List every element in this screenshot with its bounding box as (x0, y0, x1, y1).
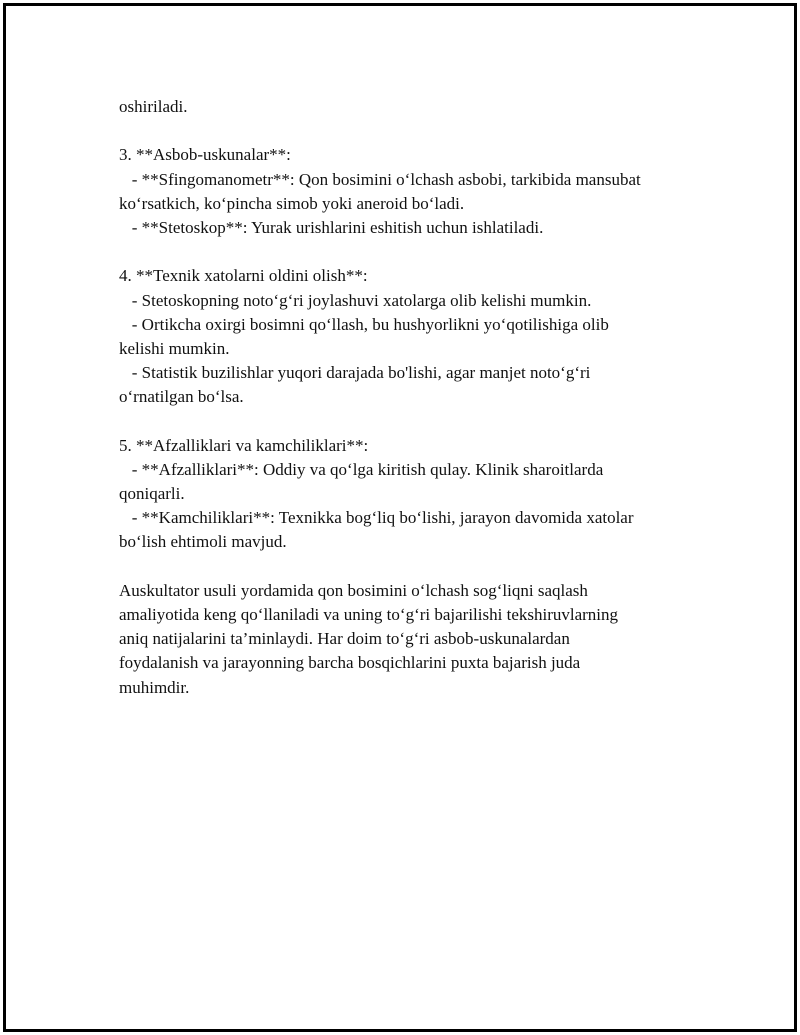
conclusion-line: muhimdir. (119, 677, 190, 697)
section-heading-texnik-xatolar: 4. **Texnik xatolarni oldini olish**: (119, 266, 368, 286)
conclusion-line: amaliyotida keng qo‘llaniladi va uning to‘g‘ri bajarilishi tekshiruvlarning (119, 604, 619, 624)
section-heading-asbob-uskunalar: 3. **Asbob-uskunalar**: (119, 145, 291, 165)
paragraph-gap (119, 240, 709, 264)
text-line: kelishi mumkin. (119, 338, 230, 358)
conclusion-line: Auskultator usuli yordamida qon bosimini o‘lchash sog‘liqni saqlash (119, 580, 588, 600)
section-heading-afzalliklari: 5. **Afzalliklari va kamchiliklari**: (119, 435, 369, 455)
paragraph-gap (119, 555, 709, 579)
paragraph-gap (119, 409, 709, 433)
text-line: oshiriladi. (119, 97, 188, 116)
document-body (119, 95, 709, 700)
text-line: - **Stetoskop**: Yurak urishlarini eshitish uchun ishlatiladi. (119, 217, 544, 237)
text-line: bo‘lish ehtimoli mavjud. (119, 532, 287, 552)
conclusion-line: foydalanish va jarayonning barcha bosqichlarini puxta bajarish juda (119, 653, 581, 673)
text-line: ko‘rsatkich, ko‘pincha simob yoki aneroid bo‘ladi. (119, 193, 465, 213)
text-line: - **Kamchiliklari**: Texnikka bog‘liq bo‘lishi, jarayon davomida xatolar (119, 508, 634, 528)
document-page (3, 3, 797, 1032)
text-line: - Ortikcha oxirgi bosimni qo‘llash, bu hushyorlikni yo‘qotilishiga olib (119, 314, 609, 334)
text-line: - Statistik buzilishlar yuqori darajada bo'lishi, agar manjet noto‘g‘ri (119, 363, 591, 383)
text-line: - **Afzalliklari**: Oddiy va qo‘lga kiritish qulay. Klinik sharoitlarda (119, 459, 604, 479)
text-line: o‘rnatilgan bo‘lsa. (119, 387, 244, 407)
text-line: qoniqarli. (119, 484, 185, 503)
text-line: - Stetoskopning noto‘g‘ri joylashuvi xatolarga olib kelishi mumkin. (119, 290, 592, 310)
paragraph-gap (119, 119, 709, 143)
conclusion-line: aniq natijalarini ta’minlaydi. Har doim to‘g‘ri asbob-uskunalardan (119, 629, 570, 649)
text-line: - **Sfingomanometr**: Qon bosimini o‘lchash asbobi, tarkibida mansubat (119, 169, 641, 189)
